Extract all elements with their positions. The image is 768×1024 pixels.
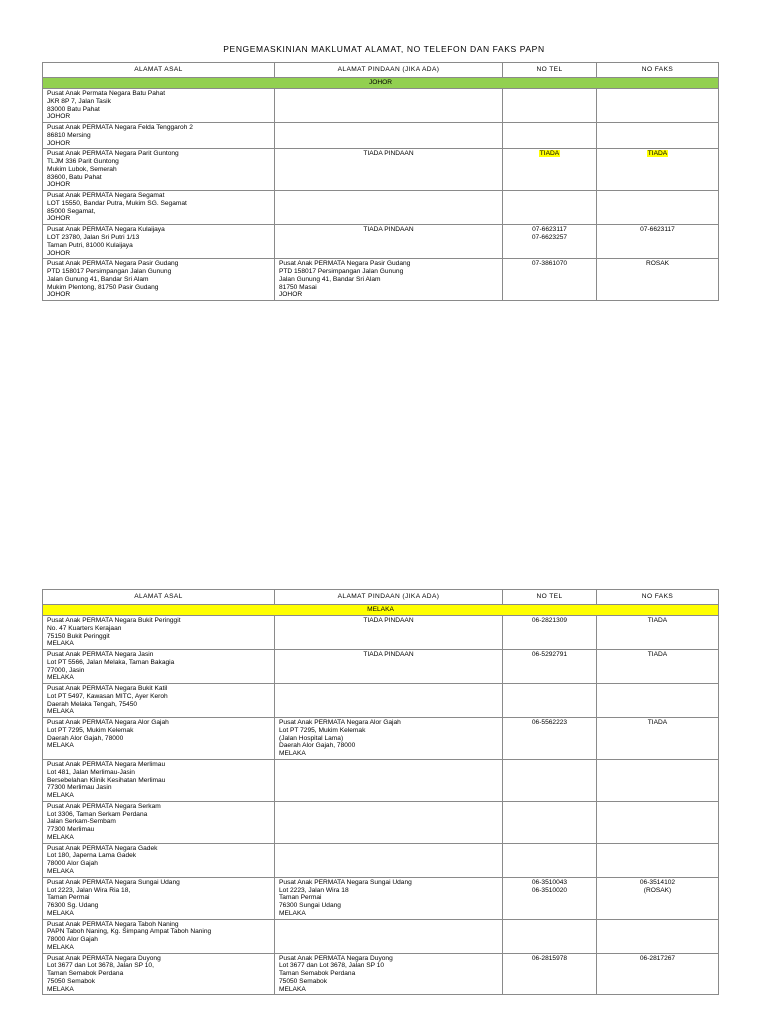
cell-text: 06-2815978 <box>531 954 568 962</box>
cell-text: MELAKA <box>47 792 74 800</box>
cell-text: (Jalan Hospital Lama) <box>279 734 344 742</box>
cell-text: Lot 481, Jalan Merlimau-Jasin <box>47 768 135 776</box>
table-row <box>43 877 719 919</box>
cell-text: MELAKA <box>47 674 74 682</box>
cell-text: MELAKA <box>47 985 74 993</box>
header-no-faks: NO FAKS <box>597 590 719 605</box>
state-name: MELAKA <box>43 605 719 616</box>
alamat-asal-cell <box>43 191 275 225</box>
cell-text: ROSAK <box>645 260 670 268</box>
cell-text: Pusat Anak PERMATA Negara Sungai Udang <box>47 878 180 886</box>
cell-text: 07-6623257 <box>531 234 568 242</box>
no-faks-cell <box>597 843 719 877</box>
cell-text: Lot 3677 dan Lot 3678, Jalan SP 10 <box>279 962 385 970</box>
cell-text: Daerah Alor Gajah, 78000 <box>279 742 356 750</box>
cell-text: Taman Permai <box>47 894 90 902</box>
cell-text: 86810 Mersing <box>47 131 91 139</box>
no-tel-cell <box>503 89 597 123</box>
header-alamat-pindaan: ALAMAT PINDAAN (JIKA ADA) <box>275 590 503 605</box>
no-tel-cell <box>503 919 597 953</box>
alamat-pindaan-cell <box>275 616 503 650</box>
cell-text: MELAKA <box>47 909 74 917</box>
table-row <box>43 149 719 191</box>
alamat-pindaan-cell <box>275 919 503 953</box>
cell-text: JKR 8P 7, Jalan Tasik <box>47 97 111 105</box>
table-row <box>43 650 719 684</box>
no-tel-cell <box>503 953 597 995</box>
alamat-asal-cell <box>43 225 275 259</box>
no-tel-cell <box>503 684 597 718</box>
alamat-asal-cell <box>43 123 275 149</box>
cell-text: Taman Permai <box>279 894 322 902</box>
no-faks-cell <box>597 801 719 843</box>
cell-text: Pusat Anak PERMATA Negara Pasir Gudang <box>279 260 411 268</box>
address-table-johor <box>42 62 719 301</box>
no-tel-cell <box>503 718 597 760</box>
cell-text: MELAKA <box>47 833 74 841</box>
cell-text: MELAKA <box>279 985 306 993</box>
no-tel-cell <box>503 616 597 650</box>
cell-text: 07-6623117 <box>532 226 567 234</box>
cell-text: JOHOR <box>47 249 71 257</box>
no-faks-cell <box>597 123 719 149</box>
cell-text: MELAKA <box>47 742 74 750</box>
cell-text: 83000 Batu Pahat <box>47 105 100 113</box>
no-faks-cell <box>597 616 719 650</box>
alamat-asal-cell <box>43 616 275 650</box>
table-row <box>43 843 719 877</box>
cell-text: Pusat Anak PERMATA Negara Pasir Gudang <box>47 260 179 268</box>
cell-text: Pusat Anak PERMATA Negara Gadek <box>47 844 158 852</box>
table-row <box>43 801 719 843</box>
cell-text: 07-3861070 <box>531 260 568 268</box>
alamat-pindaan-cell <box>275 259 503 301</box>
alamat-pindaan-cell <box>275 718 503 760</box>
alamat-pindaan-cell <box>275 801 503 843</box>
cell-text: 76300 Sg. Udang <box>47 902 99 910</box>
cell-text: Pusat Anak PERMATA Negara Parit Guntong <box>47 150 179 158</box>
alamat-asal-cell <box>43 760 275 802</box>
cell-text: MELAKA <box>279 750 306 758</box>
cell-text: TIADA <box>647 617 668 624</box>
cell-text: TIADA <box>647 150 668 158</box>
cell-text: 75050 Semabok <box>47 977 96 985</box>
cell-text: Pusat Anak Permata Negara Batu Pahat <box>47 90 166 97</box>
cell-text: JOHOR <box>47 139 71 147</box>
table-row <box>43 259 719 301</box>
cell-text: Jalan Gunung 41, Bandar Sri Alam <box>47 275 149 283</box>
no-tel-cell <box>503 259 597 301</box>
no-tel-cell <box>503 191 597 225</box>
cell-text: Pusat Anak PERMATA Negara Duyong <box>279 954 393 962</box>
state-name: JOHOR <box>43 78 719 89</box>
no-faks-cell <box>597 684 719 718</box>
cell-text: TIADA PINDAAN <box>363 150 414 158</box>
alamat-asal-cell <box>43 684 275 718</box>
table-row <box>43 191 719 225</box>
cell-text: Pusat Anak PERMATA Negara Bukit Peringgit <box>47 617 181 624</box>
cell-text: Taman Putri, 81000 Kulaijaya <box>47 241 133 249</box>
cell-text: LOT 23780, Jalan Sri Putri 1/13 <box>47 234 140 242</box>
cell-text: Lot 3677 dan Lot 3678, Jalan SP 10, <box>47 962 154 970</box>
alamat-asal-cell <box>43 877 275 919</box>
cell-text: 78000 Alor Gajah <box>47 936 98 944</box>
cell-text: Taman Semabok Perdana <box>279 970 356 978</box>
cell-text: Jalan Serkam-Sembam <box>47 818 116 826</box>
alamat-asal-cell <box>43 89 275 123</box>
cell-text: No. 47 Kuarters Kerajaan <box>47 624 122 632</box>
alamat-pindaan-cell <box>275 843 503 877</box>
alamat-pindaan-cell <box>275 89 503 123</box>
cell-text: Pusat Anak PERMATA Negara Alor Gajah <box>47 719 169 727</box>
table-row <box>43 616 719 650</box>
cell-text: Pusat Anak PERMATA Negara Merlimau <box>47 761 166 769</box>
no-tel-cell <box>503 225 597 259</box>
cell-text: 07-6623117 <box>640 226 675 234</box>
header-no-tel: NO TEL <box>503 590 597 605</box>
cell-text: MELAKA <box>47 640 74 648</box>
no-tel-cell <box>503 650 597 684</box>
cell-text: Pusat Anak PERMATA Negara Segamat <box>47 192 165 200</box>
cell-text: 75050 Semabok <box>279 977 328 985</box>
table-row <box>43 123 719 149</box>
table-row <box>43 89 719 123</box>
alamat-pindaan-cell <box>275 191 503 225</box>
cell-text: 77300 Merlimau Jasin <box>47 784 112 792</box>
cell-text: Pusat Anak PERMATA Negara Taboh Naning <box>47 920 179 928</box>
cell-text: TIADA <box>647 719 668 727</box>
cell-text: JOHOR <box>47 215 71 223</box>
cell-text: MELAKA <box>47 708 74 716</box>
cell-text: Lot PT 7295, Mukim Kelemak <box>47 726 134 734</box>
header-no-tel: NO TEL <box>503 63 597 78</box>
alamat-asal-cell <box>43 259 275 301</box>
alamat-pindaan-cell <box>275 650 503 684</box>
no-faks-cell <box>597 650 719 684</box>
cell-text: TIADA PINDAAN <box>363 617 414 624</box>
cell-text: Lot 2223, Jalan Wira 18 <box>279 886 349 894</box>
cell-text: Lot 3306, Taman Serkam Perdana <box>47 810 148 818</box>
cell-text: MELAKA <box>279 909 306 917</box>
cell-text: Pusat Anak PERMATA Negara Felda Tenggaroh 2 <box>47 124 193 132</box>
no-tel-cell <box>503 843 597 877</box>
cell-text: Daerah Melaka Tengah, 75450 <box>47 700 138 708</box>
cell-text: 83600, Batu Pahat <box>47 173 102 181</box>
table-row <box>43 225 719 259</box>
cell-text: Pusat Anak PERMATA Negara Bukit Katil <box>47 685 168 693</box>
cell-text: (ROSAK) <box>643 886 672 894</box>
cell-text: Pusat Anak PERMATA Negara Duyong <box>47 954 161 962</box>
state-band-row <box>43 78 719 89</box>
cell-text: Daerah Alor Gajah, 78000 <box>47 734 124 742</box>
cell-text: LOT 15550, Bandar Putra, Mukim SG. Segamat <box>47 199 187 207</box>
cell-text: TLJM 336 Parit Guntong <box>47 158 119 166</box>
table-row <box>43 718 719 760</box>
cell-text: Lot 2223, Jalan Wira Ria 18, <box>47 886 131 894</box>
cell-text: Mukim Plentong, 81750 Pasir Gudang <box>47 283 159 291</box>
no-faks-cell <box>597 919 719 953</box>
cell-text: MELAKA <box>47 943 74 951</box>
alamat-asal-cell <box>43 953 275 995</box>
cell-text: Pusat Anak PERMATA Negara Serkam <box>47 802 161 810</box>
cell-text: 06-3510020 <box>531 886 568 894</box>
table-row <box>43 953 719 995</box>
cell-text: 06-5292791 <box>531 651 568 659</box>
header-alamat-asal: ALAMAT ASAL <box>43 63 275 78</box>
header-row <box>43 63 719 78</box>
no-faks-cell <box>597 953 719 995</box>
cell-text: PTD 158017 Persimpangan Jalan Gunung <box>47 268 172 276</box>
cell-text: TIADA PINDAAN <box>363 651 414 659</box>
cell-text: JOHOR <box>279 291 303 299</box>
cell-text: Taman Semabok Perdana <box>47 970 124 978</box>
alamat-pindaan-cell <box>275 684 503 718</box>
cell-text: Pusat Anak PERMATA Negara Alor Gajah <box>279 719 401 727</box>
no-tel-cell <box>503 760 597 802</box>
alamat-pindaan-cell <box>275 953 503 995</box>
cell-text: Lot PT 5497, Kawasan MITC, Ayer Keroh <box>47 692 168 700</box>
cell-text: Lot PT 5566, Jalan Melaka, Taman Bakagia <box>47 658 175 666</box>
cell-text: TIADA PINDAAN <box>363 226 414 234</box>
cell-text: PTD 158017 Persimpangan Jalan Gunung <box>279 268 404 276</box>
cell-text: JOHOR <box>47 181 71 189</box>
no-tel-cell <box>503 801 597 843</box>
header-alamat-pindaan: ALAMAT PINDAAN (JIKA ADA) <box>275 63 503 78</box>
cell-text: TIADA <box>539 150 560 158</box>
cell-text: 78000 Alor Gajah <box>47 860 98 868</box>
cell-text: 06-2821309 <box>531 617 568 624</box>
cell-text: 06-3514102 <box>639 878 676 886</box>
alamat-pindaan-cell <box>275 149 503 191</box>
cell-text: 06-3510043 <box>531 878 568 886</box>
cell-text: Pusat Anak PERMATA Negara Kulaijaya <box>47 226 165 234</box>
cell-text: 77000, Jasin <box>47 666 85 674</box>
cell-text: JOHOR <box>47 113 71 121</box>
cell-text: 85000 Segamat, <box>47 207 96 215</box>
no-faks-cell <box>597 718 719 760</box>
page-title: PENGEMASKINIAN MAKLUMAT ALAMAT, NO TELEFON DAN FAKS PAPN <box>223 44 545 54</box>
no-tel-cell <box>503 149 597 191</box>
alamat-asal-cell <box>43 919 275 953</box>
cell-text: 76300 Sungai Udang <box>279 902 341 910</box>
alamat-asal-cell <box>43 718 275 760</box>
alamat-pindaan-cell <box>275 123 503 149</box>
no-faks-cell <box>597 760 719 802</box>
cell-text: Bersebelahan Klinik Kesihatan Merlimau <box>47 776 166 784</box>
no-faks-cell <box>597 89 719 123</box>
address-table-melaka <box>42 589 719 995</box>
cell-text: Pusat Anak PERMATA Negara Sungai Udang <box>279 878 412 886</box>
cell-text: Lot 180, Japerna Lama Gadek <box>47 852 137 860</box>
alamat-pindaan-cell <box>275 225 503 259</box>
cell-text: MELAKA <box>47 867 74 875</box>
header-row <box>43 590 719 605</box>
no-faks-cell <box>597 225 719 259</box>
cell-text: 75150 Bukit Peringgit <box>47 632 110 640</box>
no-faks-cell <box>597 877 719 919</box>
cell-text: PAPN Taboh Naning, Kg. Simpang Ampat Taboh Naning <box>47 928 212 936</box>
cell-text: Pusat Anak PERMATA Negara Jasin <box>47 651 154 659</box>
cell-text: 06-5562223 <box>531 719 568 727</box>
alamat-pindaan-cell <box>275 877 503 919</box>
cell-text: Jalan Gunung 41, Bandar Sri Alam <box>279 275 381 283</box>
table-row <box>43 919 719 953</box>
alamat-asal-cell <box>43 650 275 684</box>
no-faks-cell <box>597 149 719 191</box>
cell-text: Mukim Lubok, Semerah <box>47 165 117 173</box>
table-row <box>43 760 719 802</box>
cell-text: JOHOR <box>47 291 71 299</box>
cell-text: TIADA <box>647 651 668 659</box>
cell-text: 06-2817267 <box>639 954 676 962</box>
state-band-row <box>43 605 719 616</box>
no-faks-cell <box>597 259 719 301</box>
alamat-asal-cell <box>43 843 275 877</box>
header-no-faks: NO FAKS <box>597 63 719 78</box>
no-tel-cell <box>503 877 597 919</box>
no-tel-cell <box>503 123 597 149</box>
cell-text: 77300 Merlimau <box>47 826 95 834</box>
alamat-pindaan-cell <box>275 760 503 802</box>
no-faks-cell <box>597 191 719 225</box>
table-row <box>43 684 719 718</box>
alamat-asal-cell <box>43 801 275 843</box>
header-alamat-asal: ALAMAT ASAL <box>43 590 275 605</box>
cell-text: 81750 Masai <box>279 283 317 291</box>
alamat-asal-cell <box>43 149 275 191</box>
cell-text: Lot PT 7295, Mukim Kelemak <box>279 726 366 734</box>
